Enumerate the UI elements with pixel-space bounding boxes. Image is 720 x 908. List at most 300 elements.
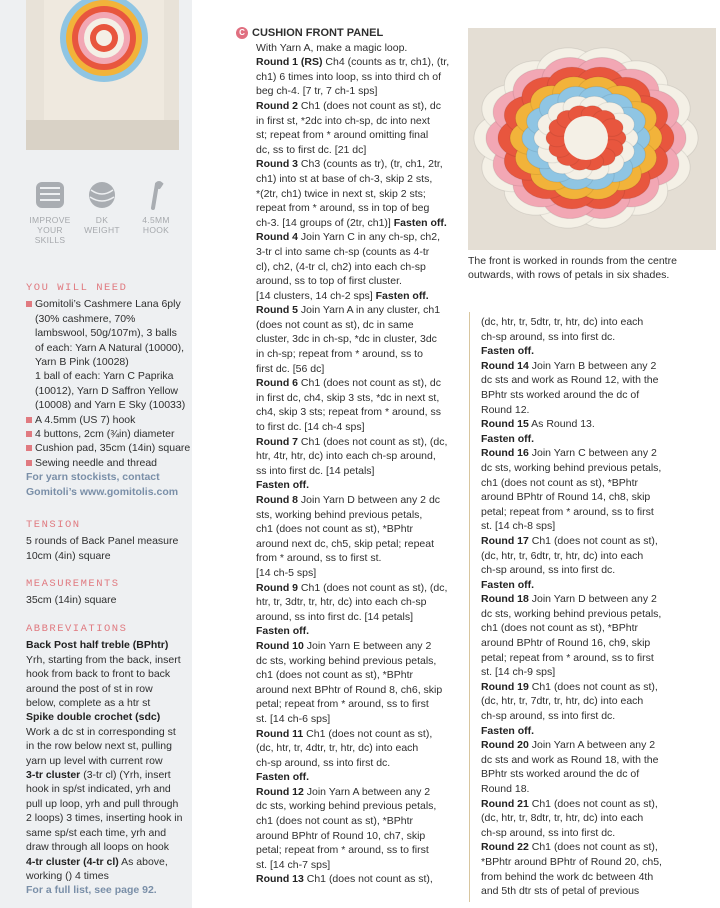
pattern-line	[481, 534, 717, 549]
abbr-line: around the post of st in row	[26, 682, 153, 695]
pattern-line	[256, 99, 461, 114]
pattern-line	[481, 651, 717, 666]
round-text: around next BPhtr of Round 8, ch6, skip	[256, 683, 443, 696]
list-item	[26, 413, 192, 427]
round-text: ch-sp around, ss into first dc.	[481, 826, 616, 839]
round-text: ch1 (does not count as st), *BPhtr	[481, 476, 638, 489]
pattern-line	[256, 727, 461, 742]
list-item	[26, 427, 192, 441]
pattern-line	[481, 797, 717, 812]
pattern-line	[256, 172, 461, 187]
pattern-line	[256, 55, 461, 70]
round-text: dc sts, working behind previous petals,	[256, 654, 437, 667]
round-text: Ch1 (does not count as st),	[528, 680, 658, 693]
round-label: Round 19	[481, 680, 529, 693]
list-line: 1 ball of each: Yarn C Paprika	[35, 370, 174, 383]
round-text: st. [14 ch-9 sps]	[481, 666, 556, 679]
hook-line1: 4.5MM	[142, 215, 170, 225]
pattern-line	[481, 373, 717, 388]
pattern-line	[481, 738, 717, 753]
abbr-def: As above,	[118, 855, 168, 868]
pattern-line	[256, 639, 461, 654]
round-text: ch-sp around, ss into first dc.	[481, 710, 616, 723]
list-line: Gomitoli’s Cashmere Lana 6ply	[35, 298, 181, 311]
pattern-line	[256, 756, 461, 771]
you-will-need-section	[26, 281, 192, 499]
round-text: sts, working behind previous petals,	[256, 508, 423, 521]
list-line: Cushion pad, 35cm (14in) square	[35, 442, 191, 455]
round-text: Ch4 (counts as tr, ch1), (tr,	[322, 56, 450, 69]
yarn-ball-icon	[82, 180, 122, 210]
pattern-line	[256, 858, 461, 873]
pattern-line	[256, 683, 461, 698]
abbr-term: 4-tr cluster (4-tr cl)	[26, 855, 119, 868]
pattern-line	[256, 332, 461, 347]
pattern-line	[256, 493, 461, 508]
round-text: [14 clusters, 14 ch-2 sps]	[256, 289, 376, 302]
round-text: repeat from * around, ss in top of beg	[256, 202, 430, 215]
hook-line2: HOOK	[142, 225, 170, 235]
tension-line: 10cm (4in) square	[26, 549, 111, 562]
round-text: Ch1 (does not count as st),	[303, 727, 433, 740]
pattern-line	[481, 592, 717, 607]
pattern-line	[481, 694, 717, 709]
round-text: *BPhtr around BPhtr of Round 20, ch5,	[481, 855, 662, 868]
pattern-line	[481, 840, 717, 855]
pattern-line	[481, 870, 717, 885]
round-text: from behind the work dc between 4th	[481, 870, 654, 883]
round-text: petal; repeat from * around, ss to first	[256, 844, 429, 857]
round-text: petal; repeat from * around, ss to first	[256, 698, 429, 711]
pattern-line	[256, 245, 461, 260]
round-text: around BPhtr of Round 14, ch8, skip	[481, 491, 651, 504]
round-text: (dc, htr, tr, 7dtr, tr, htr, dc) into each	[481, 695, 644, 708]
cushion-front-panel-column	[239, 26, 461, 887]
pattern-line	[256, 799, 461, 814]
abbr-line: in the row below next st, pulling	[26, 740, 172, 753]
pattern-line	[256, 829, 461, 844]
pattern-line	[481, 767, 717, 782]
round-text: in first dc, ch4, skip 3 sts, *dc in next st,	[256, 391, 440, 404]
round-label: Round 20	[481, 739, 529, 752]
round-text: in first st, *2dc into ch-sp, dc into next	[256, 114, 430, 127]
pattern-line	[256, 391, 461, 406]
abbr-line: yarn up level with current row	[26, 754, 163, 767]
weight-badge	[76, 180, 128, 235]
round-text: around next dc, ch5, skip petal; repeat	[256, 537, 435, 550]
round-label: Fasten off.	[481, 578, 535, 591]
round-text: Join Yarn B between any 2	[528, 359, 657, 372]
pattern-text	[256, 41, 461, 887]
round-text: With Yarn A, make a magic loop.	[256, 41, 408, 54]
pattern-line	[256, 114, 461, 129]
pattern-line	[256, 70, 461, 85]
round-text: ch-sp around, ss into first dc.	[481, 330, 616, 343]
crochet-hook-icon	[136, 180, 176, 210]
pattern-line	[481, 884, 717, 899]
round-label: Round 18	[481, 593, 529, 606]
round-text: st. [14 ch-6 sps]	[256, 712, 331, 725]
round-text: ch1) into st at base of ch-3, skip 2 sts,	[256, 172, 433, 185]
list-item	[26, 456, 192, 470]
pattern-line	[481, 315, 717, 330]
pattern-line	[481, 417, 717, 432]
pattern-line	[481, 388, 717, 403]
pattern-line	[256, 478, 461, 493]
pattern-line	[481, 563, 717, 578]
round-text: (does not count as st), dc in same	[256, 318, 414, 331]
round-text: Join Yarn A between any 2	[528, 739, 656, 752]
round-text: ch1) 6 times into loop, ss into third ch of	[256, 70, 442, 83]
abbr-line: same sp/st each time, yrh and	[26, 826, 167, 839]
pattern-line	[256, 201, 461, 216]
caption-line: outwards, with rows of petals in six shades.	[468, 268, 670, 281]
pattern-line	[256, 187, 461, 202]
hook-badge	[130, 180, 182, 235]
abbreviations-heading: ABBREVIATIONS	[26, 623, 128, 635]
photo-caption	[468, 255, 718, 282]
abbr-term: Spike double crochet (sdc)	[26, 711, 161, 724]
round-text: dc, ss to first dc. [21 dc]	[256, 143, 367, 156]
you-will-need-heading: YOU WILL NEED	[26, 282, 128, 294]
pattern-line	[481, 709, 717, 724]
pattern-line	[256, 318, 461, 333]
pattern-line	[481, 549, 717, 564]
pattern-line	[256, 770, 461, 785]
round-label: Round 21	[481, 797, 529, 810]
pattern-line	[256, 303, 461, 318]
round-text: Round 18.	[481, 783, 530, 795]
pattern-line	[256, 741, 461, 756]
round-text: cluster, 3dc in ch-sp, *dc in cluster, 3dc	[256, 333, 437, 346]
pattern-line	[256, 697, 461, 712]
round-text: Join Yarn C in any ch-sp, ch2,	[298, 231, 441, 244]
round-text: ch-3. [14 groups of (2tr, ch1)]	[256, 216, 394, 229]
pattern-line	[481, 724, 717, 739]
pattern-line	[256, 522, 461, 537]
pattern-line	[481, 855, 717, 870]
round-label: Round 17	[481, 534, 529, 547]
caption-line: The front is worked in rounds from the centre	[468, 255, 677, 267]
pattern-line	[481, 505, 717, 520]
pattern-line	[256, 654, 461, 669]
round-text: Ch1 (does not count as st),	[528, 797, 658, 810]
pattern-line	[256, 581, 461, 596]
abbreviations-section	[26, 622, 192, 898]
pattern-line	[256, 289, 461, 304]
round-label: Round 8	[256, 494, 298, 506]
round-text: Join Yarn A in any cluster, ch1	[298, 304, 441, 317]
list-line: (10008) and Yarn E Sky (10033)	[35, 399, 186, 412]
round-text: ch4, skip 3 sts; repeat from * around, ss	[256, 406, 442, 419]
round-text: htr, 4tr, htr, dc) into each ch-sp around,	[256, 450, 436, 463]
list-line: lambswool, 50g/107m), 3 balls	[35, 327, 177, 340]
abbr-line: working () 4 times	[26, 869, 109, 882]
flower-photo	[468, 28, 716, 250]
pattern-line	[256, 143, 461, 158]
pattern-line	[481, 344, 717, 359]
stockists-url[interactable]: Gomitoli’s www.gomitolis.com	[26, 485, 179, 498]
cushion-thumbnail	[26, 0, 179, 150]
pattern-line	[481, 578, 717, 593]
abbr-term: 3-tr cluster	[26, 769, 81, 782]
round-text: Ch1 (does not count as st), dc	[298, 99, 441, 112]
pattern-line	[256, 508, 461, 523]
round-label: Round 22	[481, 841, 529, 854]
round-label: Round 15	[481, 418, 529, 431]
round-text: Ch1 (does not count as st),	[303, 873, 433, 886]
skill-line2: YOUR SKILLS	[34, 225, 66, 245]
pattern-line	[256, 712, 461, 727]
list-line: 4 buttons, 2cm (¾in) diameter	[35, 428, 175, 441]
round-text: ch-sp around, ss into first dc.	[481, 564, 616, 577]
abbr-line: Yrh, starting from the back, insert	[26, 653, 181, 666]
round-label: Round 14	[481, 359, 529, 372]
pattern-line	[256, 435, 461, 450]
abbr-line: pull up loop, yrh and pull through	[26, 797, 179, 810]
pattern-continued-column	[481, 315, 717, 899]
abbr-line: hook in sp/st indicated, yrh and	[26, 783, 171, 796]
list-line: Sewing needle and thread	[35, 456, 158, 469]
section-badge: C	[236, 27, 248, 39]
pattern-line	[256, 157, 461, 172]
round-text: Join Yarn D between any 2	[528, 593, 657, 606]
section-heading-row	[236, 26, 461, 41]
round-text: BPhtr sts worked around the dc of	[481, 388, 640, 401]
pattern-line	[481, 330, 717, 345]
round-text: Ch1 (does not count as st),	[528, 534, 658, 547]
round-label: Round 4	[256, 231, 298, 244]
round-text: (dc, htr, tr, 8dtr, tr, htr, dc) into each	[481, 812, 644, 825]
round-text: [14 ch-5 sps]	[256, 566, 317, 579]
round-label: Fasten off.	[481, 724, 535, 737]
round-label: Round 2	[256, 99, 298, 112]
pattern-line	[256, 668, 461, 683]
pattern-line	[256, 595, 461, 610]
pattern-line	[256, 230, 461, 245]
pattern-line	[256, 420, 461, 435]
pattern-line	[481, 636, 717, 651]
round-text: Join Yarn E between any 2	[303, 639, 432, 652]
round-text: Ch1 (does not count as st), (dc,	[298, 435, 448, 448]
pattern-line	[256, 814, 461, 829]
round-text: Join Yarn D between any 2 dc	[298, 494, 441, 506]
fasten-off-label: Fasten off.	[375, 289, 429, 302]
round-text: petal; repeat from * around, ss to first	[481, 505, 654, 518]
pattern-line	[256, 551, 461, 566]
round-text: dc sts and work as Round 18, with the	[481, 753, 659, 766]
pattern-line	[481, 461, 717, 476]
round-text: ch1 (does not count as st), *BPhtr	[256, 669, 413, 682]
round-text: Ch1 (does not count as st), (dc,	[298, 581, 448, 594]
pattern-line	[481, 476, 717, 491]
round-label: Round 10	[256, 639, 304, 652]
round-label: Fasten off.	[256, 625, 310, 638]
round-label: Fasten off.	[256, 479, 310, 492]
round-text: Ch1 (does not count as st),	[528, 841, 658, 854]
pattern-line	[256, 260, 461, 275]
round-text: dc sts, working behind previous petals,	[481, 607, 662, 620]
pattern-text	[481, 315, 717, 899]
list-item	[26, 297, 192, 412]
weight-line1: DK	[95, 215, 109, 225]
full-list-link[interactable]: For a full list, see page 92.	[26, 884, 157, 897]
round-text: from * around, ss to first st.	[256, 552, 382, 565]
column-divider	[469, 312, 470, 902]
pattern-line	[256, 274, 461, 289]
sidebar	[0, 0, 192, 908]
abbr-line: hook from back to front to back	[26, 668, 171, 681]
skill-icons	[24, 180, 184, 250]
round-text: ch1 (does not count as st), *BPhtr	[256, 523, 413, 536]
pattern-line	[256, 84, 461, 99]
round-text: st. [14 ch-7 sps]	[256, 858, 331, 871]
round-text: petal; repeat from * around, ss to first	[481, 651, 654, 664]
round-text: ch1 (does not count as st), *BPhtr	[256, 815, 413, 828]
skill-badge	[24, 180, 76, 245]
round-text: Round 12.	[481, 403, 530, 416]
pattern-line	[481, 432, 717, 447]
pattern-line	[256, 872, 461, 887]
list-line: A 4.5mm (US 7) hook	[35, 413, 136, 426]
round-text: Join Yarn A between any 2	[303, 785, 431, 798]
round-text: dc sts, working behind previous petals,	[256, 800, 437, 813]
abbr-def: (3-tr cl) (Yrh, insert	[80, 769, 171, 782]
pattern-line	[481, 621, 717, 636]
pattern-line	[256, 405, 461, 420]
round-label: Round 1 (RS)	[256, 56, 323, 69]
list-line: (10012), Yarn D Saffron Yellow	[35, 384, 179, 397]
pattern-line	[481, 490, 717, 505]
fasten-off-label: Fasten off.	[393, 216, 447, 229]
round-text: beg ch-4. [7 tr, 7 ch-1 sps]	[256, 85, 378, 98]
pattern-line	[481, 665, 717, 680]
pattern-line	[256, 537, 461, 552]
round-text: st; repeat from * around omitting final	[256, 129, 429, 142]
round-text: and 5th dtr sts of petal of previous	[481, 885, 640, 898]
round-label: Round 12	[256, 785, 304, 798]
round-text: 3-tr cl into same ch-sp (counts as 4-tr	[256, 245, 430, 258]
list-line: of each: Yarn A Natural (10000),	[35, 341, 185, 354]
round-text: dc sts and work as Round 12, with the	[481, 374, 659, 387]
round-text: Ch3 (counts as tr), (tr, ch1, 2tr,	[298, 158, 443, 171]
section-heading: CUSHION FRONT PANEL	[252, 27, 384, 39]
pattern-line	[481, 811, 717, 826]
round-label: Round 5	[256, 304, 298, 317]
round-text: Join Yarn C between any 2	[528, 447, 657, 460]
abbr-line: draw through all loops on hook	[26, 841, 170, 854]
pattern-line	[256, 362, 461, 377]
round-label: Round 3	[256, 158, 298, 171]
measurements-heading: MEASUREMENTS	[26, 578, 120, 590]
abbr-line: below, complete as a htr st	[26, 697, 151, 710]
round-text: (dc, htr, tr, 4dtr, tr, htr, dc) into each	[256, 742, 419, 755]
round-text: ch-sp around, ss into first dc.	[256, 756, 391, 769]
round-text: st. [14 ch-8 sps]	[481, 520, 556, 533]
list-line: (30% cashmere, 70%	[35, 312, 136, 325]
pattern-line	[256, 41, 461, 56]
pattern-line	[256, 449, 461, 464]
round-text: in ch-sp; repeat from * around, ss to	[256, 348, 423, 361]
yarn-skills-icon	[30, 180, 70, 210]
round-label: Round 6	[256, 377, 298, 390]
round-label: Round 11	[256, 727, 304, 740]
pattern-line	[481, 680, 717, 695]
pattern-line	[481, 826, 717, 841]
list-line: Yarn B Pink (10028)	[35, 356, 129, 369]
round-label: Fasten off.	[481, 345, 535, 358]
pattern-line	[481, 519, 717, 534]
stockists-link[interactable]: For yarn stockists, contact	[26, 471, 160, 484]
abbr-line	[26, 768, 192, 782]
round-text: ss into first dc. [14 petals]	[256, 464, 375, 477]
crochet-flower-image	[468, 28, 716, 250]
round-text: BPhtr sts worked around the dc of	[481, 768, 640, 781]
pattern-line	[256, 843, 461, 858]
round-text: first dc. [56 dc]	[256, 362, 325, 375]
pattern-line	[256, 785, 461, 800]
round-label: Fasten off.	[256, 771, 310, 784]
flower-centre	[564, 116, 608, 160]
abbr-term: Back Post half treble (BPhtr)	[26, 639, 169, 652]
round-label: Round 9	[256, 581, 298, 594]
round-text: (dc, htr, tr, 5dtr, tr, htr, dc) into each	[481, 316, 644, 328]
cushion-photo-small	[26, 0, 179, 150]
round-text: around, ss into first dc. [14 petals]	[256, 610, 413, 623]
abbr-line	[26, 855, 192, 869]
round-text: around BPhtr of Round 10, ch7, skip	[256, 829, 426, 842]
pattern-line	[256, 216, 461, 231]
round-text: dc sts, working behind previous petals,	[481, 461, 662, 474]
weight-line2: WEIGHT	[84, 225, 120, 235]
pattern-line	[256, 376, 461, 391]
round-label: Fasten off.	[481, 432, 535, 445]
round-text: around BPhtr of Round 16, ch9, skip	[481, 637, 651, 650]
round-text: around, ss to top of first cluster.	[256, 275, 402, 288]
round-text: htr, tr, 3dtr, tr, htr, dc) into each ch-sp	[256, 596, 427, 609]
round-text: cl), ch2, (4-tr cl, ch2) into each ch-sp	[256, 260, 426, 273]
pattern-line	[481, 359, 717, 374]
pattern-line	[481, 446, 717, 461]
pattern-line	[481, 403, 717, 418]
pattern-line	[256, 347, 461, 362]
round-label: Round 16	[481, 447, 529, 460]
pattern-line	[481, 782, 717, 797]
pattern-line	[256, 624, 461, 639]
round-text: *(2tr, ch1) twice in next st, skip 2 sts;	[256, 187, 426, 200]
pattern-line	[256, 566, 461, 581]
pattern-line	[256, 128, 461, 143]
abbr-line: 2 loops) 3 times, inserting hook in	[26, 812, 183, 825]
pattern-line	[481, 607, 717, 622]
round-text: ch1 (does not count as st), *BPhtr	[481, 622, 638, 635]
list-item	[26, 441, 192, 455]
abbr-line: Work a dc st in corresponding st	[26, 725, 176, 738]
round-text: (dc, htr, tr, 6dtr, tr, htr, dc) into each	[481, 549, 644, 562]
measurements-line: 35cm (14in) square	[26, 594, 117, 607]
tension-line: 5 rounds of Back Panel measure	[26, 535, 179, 548]
pattern-line	[481, 753, 717, 768]
pattern-line	[256, 610, 461, 625]
round-text: As Round 13.	[528, 418, 595, 431]
round-label: Round 7	[256, 435, 298, 448]
measurements-section	[26, 577, 192, 608]
pattern-line	[256, 464, 461, 479]
skill-line1: IMPROVE	[29, 215, 71, 225]
tension-heading: TENSION	[26, 519, 81, 531]
round-text: Ch1 (does not count as st), dc	[298, 377, 441, 390]
round-label: Round 13	[256, 873, 304, 886]
